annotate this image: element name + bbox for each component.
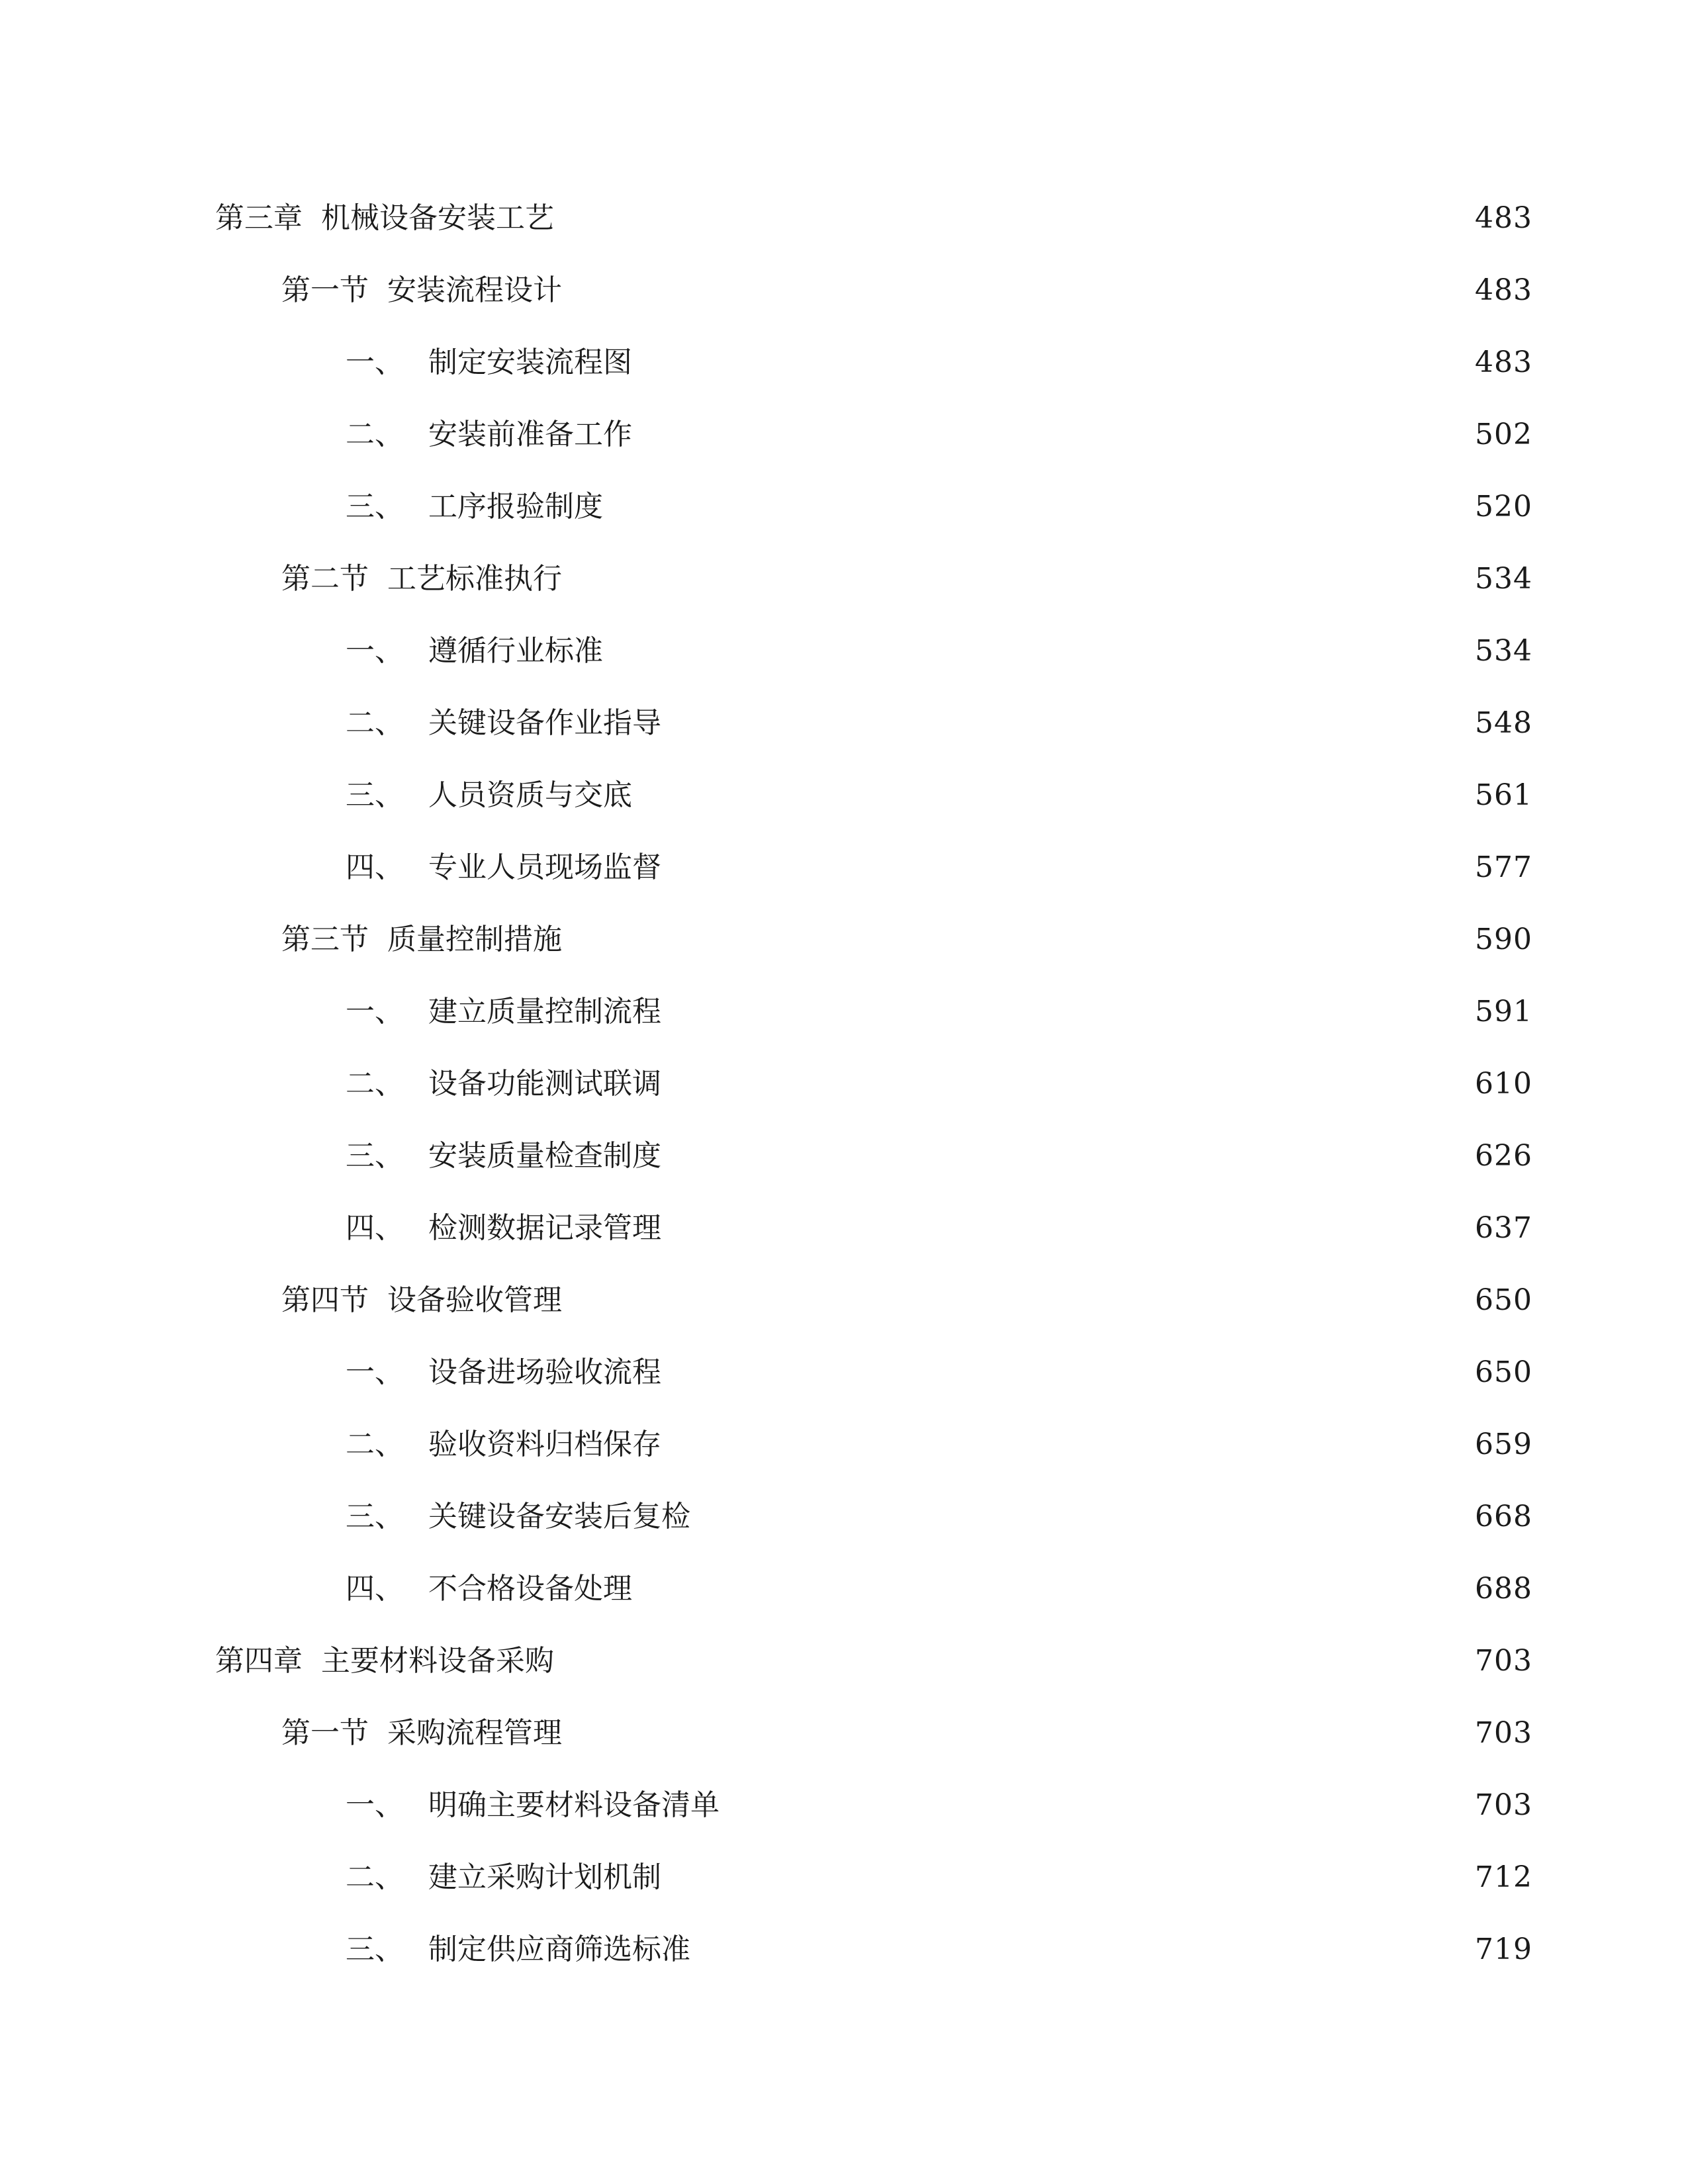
toc-entry-marker: 第一节 xyxy=(281,273,369,307)
toc-entry-section[interactable] xyxy=(0,903,1688,976)
toc-entry-subsection[interactable] xyxy=(0,615,1688,688)
toc-entry-page-number: 668 xyxy=(1475,1500,1532,1533)
dot-leader xyxy=(671,997,1466,1026)
dot-leader xyxy=(641,1574,1466,1604)
toc-entry-chapter[interactable] xyxy=(0,1625,1688,1698)
toc-entry-subsection[interactable] xyxy=(0,398,1688,471)
toc-entry-section[interactable] xyxy=(0,543,1688,615)
toc-entry-page-number: 483 xyxy=(1475,273,1532,307)
toc-entry-page-number: 483 xyxy=(1475,345,1532,379)
toc-entry-subsection[interactable] xyxy=(0,1553,1688,1625)
dot-leader xyxy=(612,637,1466,666)
toc-entry-subsection[interactable] xyxy=(0,1192,1688,1265)
toc-entry-marker: 二、 xyxy=(346,1067,404,1101)
dot-leader xyxy=(571,925,1466,954)
dot-leader xyxy=(671,1214,1466,1243)
toc-entry-title: 明确主要材料设备清单 xyxy=(428,1788,720,1822)
toc-entry-page-number: 650 xyxy=(1475,1283,1532,1317)
toc-entry-title: 检测数据记录管理 xyxy=(428,1211,661,1245)
dot-leader xyxy=(641,348,1466,377)
toc-entry-page-number: 719 xyxy=(1475,1933,1532,1966)
toc-entry-marker: 一、 xyxy=(346,345,404,379)
dot-leader xyxy=(612,492,1466,522)
toc-entry-title: 制定安装流程图 xyxy=(428,345,632,379)
toc-entry-title: 不合格设备处理 xyxy=(428,1572,632,1606)
toc-entry-marker: 一、 xyxy=(346,1355,404,1389)
toc-entry-page-number: 637 xyxy=(1475,1211,1532,1245)
toc-entry-page-number: 561 xyxy=(1475,778,1532,812)
toc-entry-marker: 二、 xyxy=(346,706,404,740)
toc-entry-subsection[interactable] xyxy=(0,1841,1688,1914)
dot-leader xyxy=(671,853,1466,882)
toc-entry-title: 工序报验制度 xyxy=(428,490,603,523)
toc-entry-marker: 第一节 xyxy=(281,1716,369,1750)
toc-entry-marker: 四、 xyxy=(346,1572,404,1606)
toc-entry-marker: 三、 xyxy=(346,1933,404,1966)
toc-entry-title: 验收资料归档保存 xyxy=(428,1428,661,1461)
toc-entry-marker: 第四节 xyxy=(281,1283,369,1317)
toc-entry-page-number: 577 xyxy=(1475,850,1532,884)
dot-leader xyxy=(729,1791,1466,1820)
toc-entry-title: 设备进场验收流程 xyxy=(428,1355,661,1389)
toc-entry-chapter[interactable] xyxy=(0,182,1688,255)
dot-leader xyxy=(671,1358,1466,1387)
dot-leader xyxy=(671,1069,1466,1099)
toc-entry-page-number: 712 xyxy=(1475,1860,1532,1894)
toc-entry-subsection[interactable] xyxy=(0,831,1688,904)
dot-leader xyxy=(671,1863,1466,1892)
toc-entry-title: 安装流程设计 xyxy=(387,273,562,307)
toc-entry-marker: 三、 xyxy=(346,778,404,812)
toc-entry-page-number: 548 xyxy=(1475,706,1532,740)
toc-entry-subsection[interactable] xyxy=(0,759,1688,832)
dot-leader xyxy=(641,420,1466,449)
toc-entry-subsection[interactable] xyxy=(0,1048,1688,1120)
dot-leader xyxy=(700,1935,1466,1964)
toc-entry-page-number: 659 xyxy=(1475,1428,1532,1461)
toc-entry-subsection[interactable] xyxy=(0,1913,1688,1986)
toc-entry-marker: 第四章 xyxy=(215,1644,303,1678)
toc-entry-page-number: 591 xyxy=(1475,995,1532,1028)
toc-entry-page-number: 688 xyxy=(1475,1572,1532,1606)
toc-entry-marker: 第三章 xyxy=(215,201,303,235)
toc-entry-marker: 三、 xyxy=(346,490,404,523)
toc-entry-subsection[interactable] xyxy=(0,976,1688,1048)
toc-entry-section[interactable] xyxy=(0,1264,1688,1337)
dot-leader xyxy=(700,1502,1466,1531)
toc-entry-marker: 三、 xyxy=(346,1139,404,1173)
toc-entry-marker: 四、 xyxy=(346,850,404,884)
toc-entry-page-number: 650 xyxy=(1475,1355,1532,1389)
dot-leader xyxy=(671,1142,1466,1171)
toc-entry-title: 制定供应商筛选标准 xyxy=(428,1933,690,1966)
dot-leader xyxy=(563,204,1466,233)
toc-entry-marker: 二、 xyxy=(346,1428,404,1461)
toc-entry-page-number: 703 xyxy=(1475,1716,1532,1750)
toc-entry-title: 关键设备作业指导 xyxy=(428,706,661,740)
toc-entry-subsection[interactable] xyxy=(0,1120,1688,1193)
toc-entry-page-number: 703 xyxy=(1475,1644,1532,1678)
toc-entry-page-number: 534 xyxy=(1475,562,1532,596)
toc-entry-title: 质量控制措施 xyxy=(387,923,562,956)
toc-entry-marker: 四、 xyxy=(346,1211,404,1245)
toc-entry-section[interactable] xyxy=(0,1697,1688,1770)
toc-entry-page-number: 590 xyxy=(1475,923,1532,956)
toc-entry-title: 设备验收管理 xyxy=(387,1283,562,1317)
toc-entry-title: 工艺标准执行 xyxy=(387,562,562,596)
toc-entry-marker: 二、 xyxy=(346,1860,404,1894)
toc-entry-title: 遵循行业标准 xyxy=(428,634,603,668)
toc-entry-page-number: 520 xyxy=(1475,490,1532,523)
toc-entry-subsection[interactable] xyxy=(0,326,1688,399)
toc-entry-marker: 一、 xyxy=(346,634,404,668)
toc-entry-title: 人员资质与交底 xyxy=(428,778,632,812)
dot-leader xyxy=(571,1286,1466,1315)
dot-leader xyxy=(571,565,1466,594)
dot-leader xyxy=(571,276,1466,305)
toc-entry-page-number: 534 xyxy=(1475,634,1532,668)
toc-entry-subsection[interactable] xyxy=(0,1480,1688,1553)
toc-entry-subsection[interactable] xyxy=(0,1336,1688,1409)
toc-entry-title: 建立质量控制流程 xyxy=(428,995,661,1028)
toc-entry-page-number: 626 xyxy=(1475,1139,1532,1173)
dot-leader xyxy=(671,709,1466,738)
toc-entry-title: 建立采购计划机制 xyxy=(428,1860,661,1894)
toc-entry-marker: 二、 xyxy=(346,418,404,451)
toc-entry-title: 设备功能测试联调 xyxy=(428,1067,661,1101)
toc-entry-marker: 第二节 xyxy=(281,562,369,596)
dot-leader xyxy=(641,781,1466,810)
toc-entry-subsection[interactable] xyxy=(0,1769,1688,1842)
toc-entry-subsection[interactable] xyxy=(0,1408,1688,1481)
toc-entry-marker: 三、 xyxy=(346,1500,404,1533)
toc-entry-marker: 第三节 xyxy=(281,923,369,956)
toc-entry-title: 采购流程管理 xyxy=(387,1716,562,1750)
toc-entry-page-number: 610 xyxy=(1475,1067,1532,1101)
toc-entry-title: 专业人员现场监督 xyxy=(428,850,661,884)
toc-entry-title: 机械设备安装工艺 xyxy=(321,201,554,235)
toc-entry-subsection[interactable] xyxy=(0,471,1688,543)
toc-entry-title: 安装前准备工作 xyxy=(428,418,632,451)
toc-entry-page-number: 502 xyxy=(1475,418,1532,451)
dot-leader xyxy=(563,1647,1466,1676)
toc-entry-title: 主要材料设备采购 xyxy=(321,1644,554,1678)
dot-leader xyxy=(671,1430,1466,1459)
toc-entry-title: 安装质量检查制度 xyxy=(428,1139,661,1173)
toc-entry-section[interactable] xyxy=(0,254,1688,327)
dot-leader xyxy=(571,1719,1466,1748)
toc-entry-page-number: 703 xyxy=(1475,1788,1532,1822)
toc-entry-marker: 一、 xyxy=(346,1788,404,1822)
toc-entry-title: 关键设备安装后复检 xyxy=(428,1500,690,1533)
toc-entry-marker: 一、 xyxy=(346,995,404,1028)
toc-entry-subsection[interactable] xyxy=(0,687,1688,760)
toc-entry-page-number: 483 xyxy=(1475,201,1532,235)
